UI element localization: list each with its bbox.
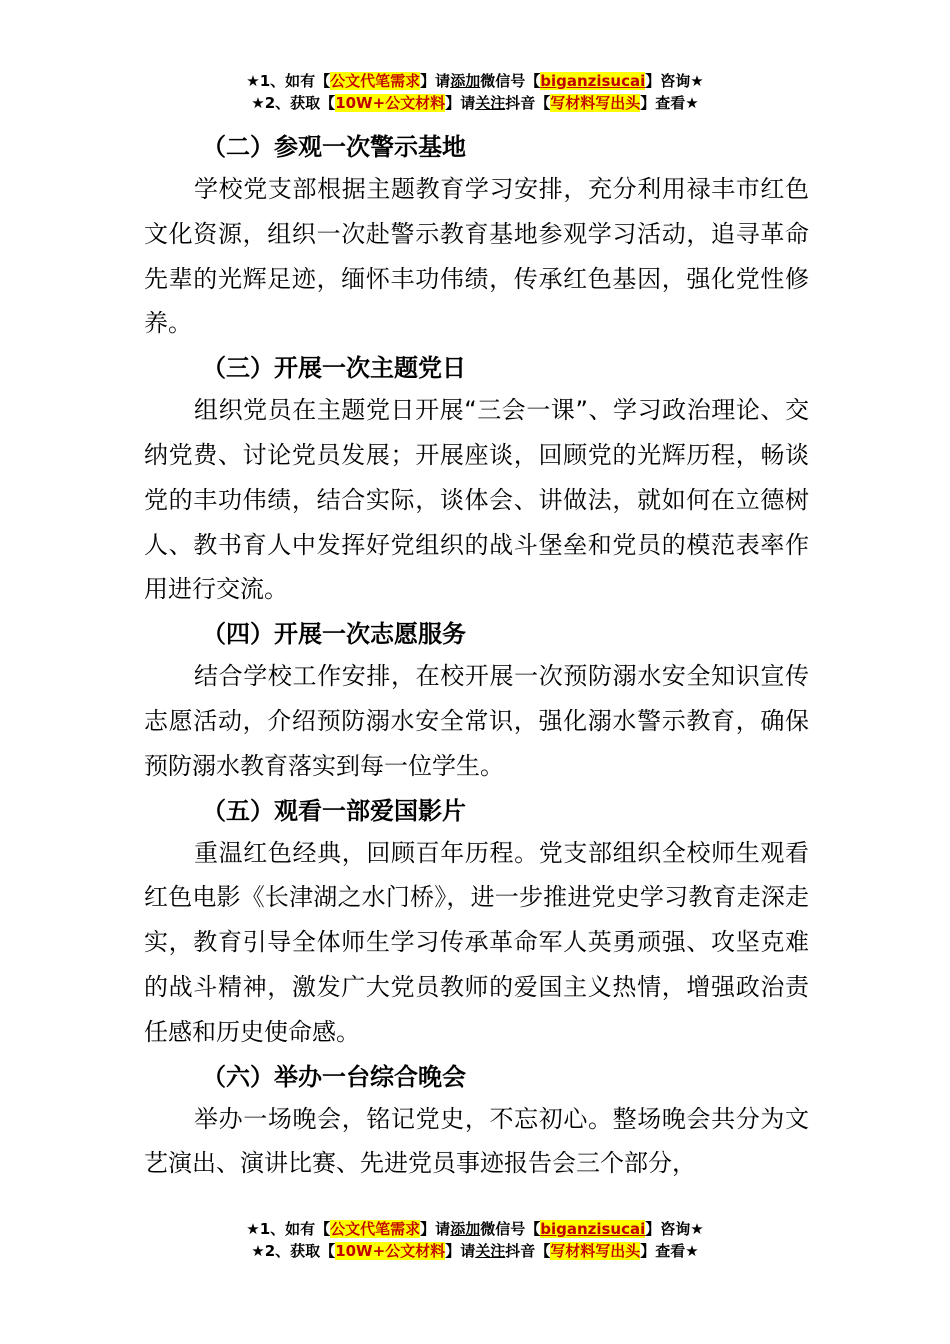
wechat-id: biganzisucai <box>540 72 646 90</box>
banner-text: 微信号【 <box>480 1220 541 1238</box>
section-paragraph: 组织党员在主题党日开展“三会一课”、学习政治理论、交纳党费、讨论党员发展；开展座谈，回顾党的光辉历程，畅谈党的丰功伟绩，结合实际，谈体会、讲做法，就如何在立德树人、教书育人中发挥好党组织的战斗堡垒和党员的模范表率作用进行交流。 <box>144 396 809 604</box>
banner-text: 】查看★ <box>640 1242 699 1260</box>
section-heading: （三）开展一次主题党日 <box>202 354 466 383</box>
bottom-banner <box>0 1218 950 1262</box>
banner-underlined: 添加 <box>450 1220 481 1238</box>
section-heading: （四）开展一次志愿服务 <box>202 620 466 649</box>
banner-line-1 <box>0 1218 950 1240</box>
douyin-account: 写材料写出头 <box>550 94 641 112</box>
banner-line-2 <box>0 92 950 114</box>
douyin-account: 写材料写出头 <box>550 1242 641 1260</box>
banner-text: 微信号【 <box>480 72 541 90</box>
banner-text: 】咨询★ <box>645 72 704 90</box>
banner-underlined: 关注 <box>475 1242 506 1260</box>
banner-line-1 <box>0 70 950 92</box>
banner-underlined: 添加 <box>450 72 481 90</box>
banner-highlight: 公文代笔需求 <box>330 1220 421 1238</box>
banner-text: 抖音【 <box>505 1242 551 1260</box>
section-heading: （二）参观一次警示基地 <box>202 133 466 161</box>
wechat-id: biganzisucai <box>540 1220 646 1238</box>
banner-line-2 <box>0 1240 950 1262</box>
section-paragraph: 学校党支部根据主题教育学习安排，充分利用禄丰市红色文化资源，组织一次赴警示教育基地参观学习活动，追寻革命先辈的光辉足迹，缅怀丰功伟绩，传承红色基因，强化党性修养。 <box>144 175 809 338</box>
banner-text: 】请 <box>420 1220 451 1238</box>
section-paragraph: 重温红色经典，回顾百年历程。党支部组织全校师生观看红色电影《长津湖之水门桥》，进一步推进党史学习教育走深走实，教育引导全体师生学习传承革命军人英勇顽强、攻坚克难的战斗精神，激发广大党员教师的爱国主义热情，增强政治责任感和历史使命感。 <box>144 838 809 1046</box>
banner-text: 抖音【 <box>505 94 551 112</box>
banner-text: ★1、如有【 <box>246 72 331 90</box>
banner-underlined: 关注 <box>475 94 506 112</box>
banner-highlight: 公文代笔需求 <box>330 72 421 90</box>
banner-text: 】咨询★ <box>645 1220 704 1238</box>
top-banner <box>0 70 950 114</box>
banner-text: 】请 <box>420 72 451 90</box>
banner-highlight: 10W+公文材料 <box>335 1242 446 1260</box>
section-paragraph: 结合学校工作安排，在校开展一次预防溺水安全知识宣传志愿活动，介绍预防溺水安全常识，强化溺水警示教育，确保预防溺水教育落实到每一位学生。 <box>144 662 809 780</box>
banner-text: ★2、获取【 <box>251 94 336 112</box>
banner-text: 】查看★ <box>640 94 699 112</box>
banner-text: ★2、获取【 <box>251 1242 336 1260</box>
banner-text: 】请 <box>445 1242 476 1260</box>
banner-highlight: 10W+公文材料 <box>335 94 446 112</box>
banner-text: 】请 <box>445 94 476 112</box>
banner-text: ★1、如有【 <box>246 1220 331 1238</box>
section-heading: （六）举办一台综合晚会 <box>202 1062 466 1091</box>
section-paragraph: 举办一场晚会，铭记党史，不忘初心。整场晚会共分为文艺演出、演讲比赛、先进党员事迹报告会三个部分， <box>144 1104 809 1178</box>
section-heading: （五）观看一部爱国影片 <box>202 796 466 825</box>
document-body <box>144 127 809 1186</box>
